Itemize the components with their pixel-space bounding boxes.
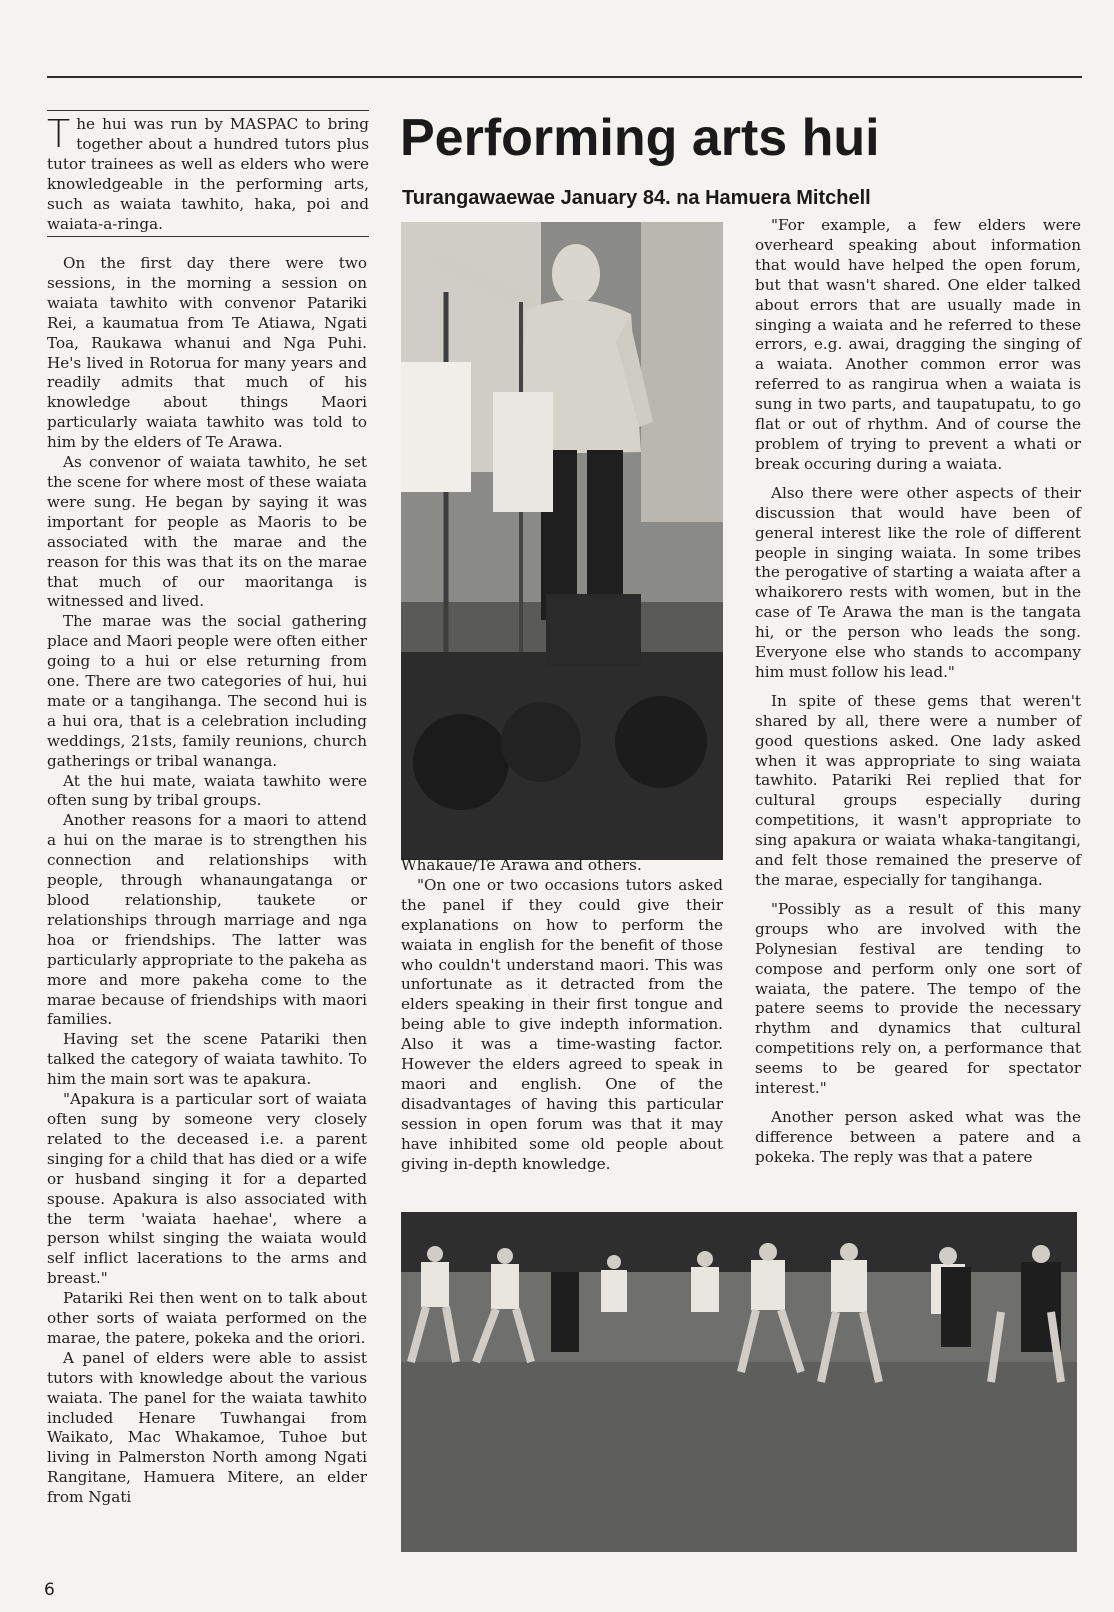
paragraph: Whakaue/Te Arawa and others.: [401, 856, 642, 874]
paragraph: On the first day there were two sessions, in the morning a session on waiata tawhito with convenor Patariki Rei, a kaumatua from Te Atiawa, Ngati Toa, Raukawa whanui and Nga Puhi. He's lived in Rotorua for many years and readily admits that much of his knowledge about things Maori particularly waiata tawhito was told to him by the elders of Te Arawa.: [47, 254, 367, 452]
paragraph: Another reasons for a maori to attend a hui on the marae is to strengthen his connection and relationships with people, through whanaungatanga or blood relationship, taukete or relationships through marriage and nga hoa or friendships. The latter was particularly appropriate to the pakeha as more and more pakeha come to the marae because of friendships with maori families.: [47, 811, 367, 1029]
haka-photo-image: [401, 1212, 1077, 1552]
paragraph: In spite of these gems that weren't shared by all, there were a number of good questions asked. One lady asked when it was appropriate to sing waiata tawhito. Patariki Rei replied that for cultural groups especially during competitions, it wasn't appropriate to sing apakura or waiata whaka-tangitangi, and felt those remained the preserve of the marae, especially for tangihanga.: [755, 691, 1081, 889]
paragraph: "Apakura is a particular sort of waiata often sung by someone very closely related to the deceased i.e. a parent singing for a child that has died or a wife or husband singing it for a departed spouse. Apakura is also associated with the term 'waiata haehae', where a person whilst singing the waiata would self inflict lacerations to the arms and breast.": [47, 1090, 367, 1288]
paragraph: A panel of elders were able to assist tutors with knowledge about the various waiata. The panel for the waiata tawhito included Henare Tuwhangai from Waikato, Mac Whakamoe, Tuhoe but living in Palmerston North among Ngati Rangitane, Hamuera Mitere, an elder from Ngati: [47, 1348, 367, 1507]
header-rule: [47, 76, 1082, 78]
conductor-photo: [401, 222, 723, 860]
drop-cap: T: [47, 112, 71, 156]
paragraph: At the hui mate, waiata tawhito were often sung by tribal groups.: [47, 771, 367, 810]
paragraph: The marae was the social gathering place and Maori people were often either going to a hui or else returning from one. There are two categories of hui, hui mate or a tangihanga. The second hui is a hui ora, that is a celebration including weddings, 21sts, family reunions, church gatherings or tribal wananga.: [47, 612, 367, 770]
paragraph: "On one or two occasions tutors asked the panel if they could give their explanations on how to perform the waiata in english for the benefit of those who couldn't understand maori. This was unfortunate as it detracted from the elders speaking in their first tongue and being able to give indepth information. Also it was a time-wasting factor. However the elders agreed to speak in maori and english. One of the disadvantages of having this particular session in open forum was that it may have inhibited some old people about giving in-depth knowledge.: [401, 875, 723, 1173]
conductor-photo-image: [401, 222, 723, 860]
haka-photo: [401, 1212, 1077, 1552]
paragraph: "Possibly as a result of this many groups who are involved with the Polynesian festival are tending to compose and perform only one sort of waiata, the patere. The tempo of the patere seems to provide the necessary rhythm and dynamics that cultural competitions rely on, a performance that seems to be geared for spectator interest.": [755, 899, 1081, 1098]
article-byline: Turangawaewae January 84. na Hamuera Mitchell: [402, 187, 871, 209]
intro-box: [47, 110, 369, 237]
paragraph: Patariki Rei then went on to talk about other sorts of waiata performed on the marae, the patere, pokeka and the oriori.: [47, 1289, 367, 1347]
paragraph: Also there were other aspects of their discussion that would have been of general interest like the role of different people in singing waiata. In some tribes the perogative of starting a waiata after a whaikorero rests with women, but in the case of Te Arawa the man is the tangata hi, or the person who leads the song. Everyone else who stands to accompany him must follow his lead.": [755, 483, 1081, 681]
paragraph: Having set the scene Patariki then talked the category of waiata tawhito. To him the main sort was te apakura.: [47, 1030, 367, 1089]
article-title: Performing arts hui: [400, 109, 880, 167]
paragraph: As convenor of waiata tawhito, he set the scene for where most of these waiata were sung. He began by saying it was important for people as Maoris to be associated with the marae and the reason for this was that its on the marae that much of our maoritanga is witnessed and lived.: [47, 453, 367, 611]
column-3: [755, 216, 1081, 1168]
page-number: 6: [44, 1580, 55, 1600]
paragraph: Another person asked what was the difference between a patere and a pokeka. The reply was that a patere: [755, 1107, 1081, 1166]
column-1: [47, 254, 367, 1508]
intro-text: he hui was run by MASPAC to bring together about a hundred tutors plus tutor trainees as well as elders who were knowledgeable in the performing arts, such as waiata tawhito, haka, poi and waiata-a-ringa.: [47, 115, 369, 233]
paragraph: "For example, a few elders were overheard speaking about information that would have helped the open forum, but that wasn't shared. One elder talked about errors that are usually made in singing a waiata and he referred to these errors, e.g. awai, dragging the singing of a waiata. Another common error was referred to as rangirua when a waiata is sung in two parts, and taupatupatu, to go flat or out of rhythm. And of course the problem of trying to prevent a whati or break occuring during a waiata.: [755, 216, 1081, 473]
column-2: [401, 856, 723, 1175]
